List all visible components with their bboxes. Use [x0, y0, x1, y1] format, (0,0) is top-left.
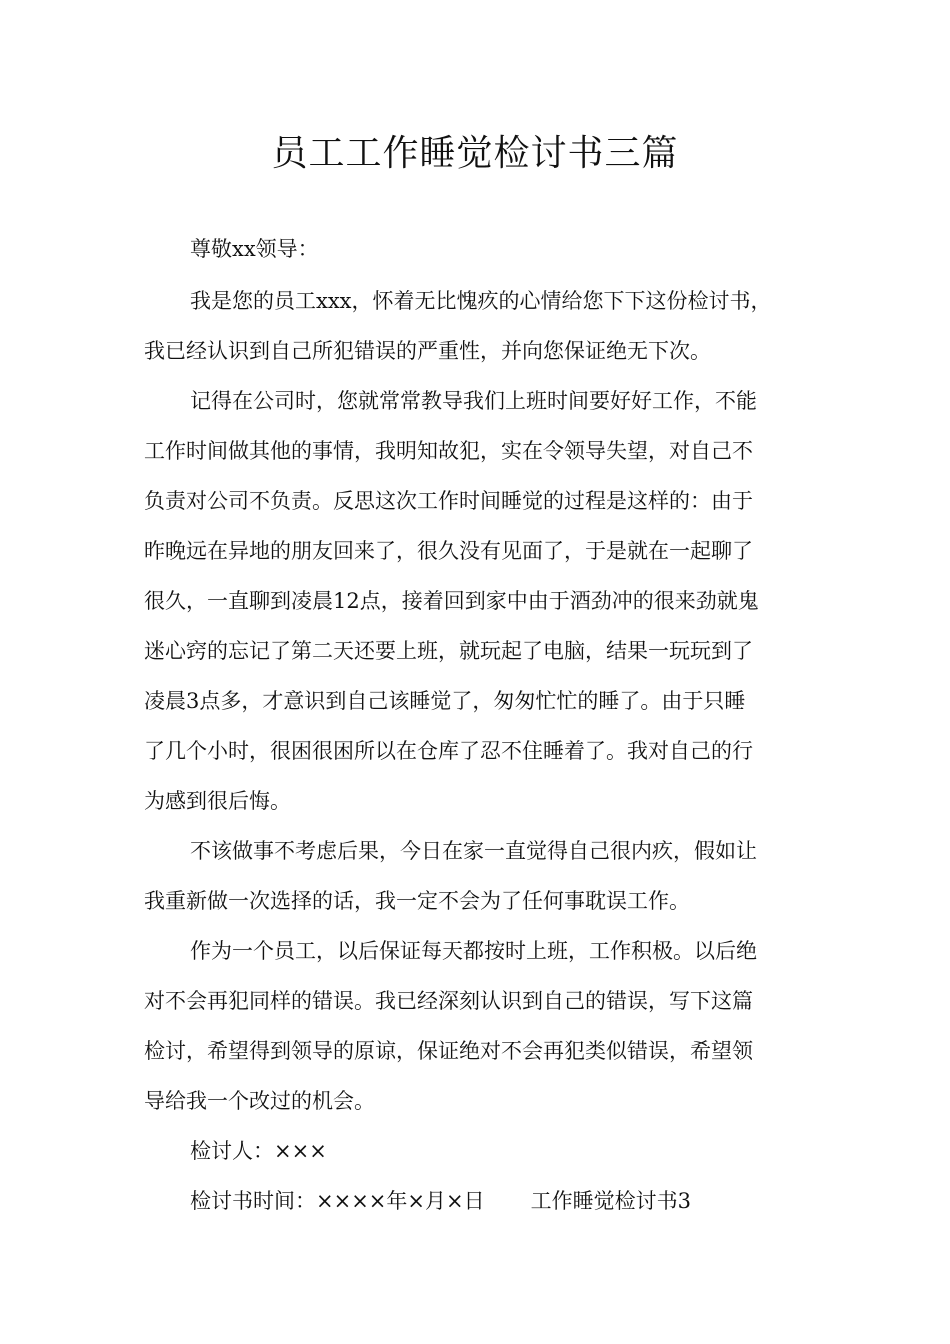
text-line: 我重新做一次选择的话，我一定不会为了任何事耽误工作。	[144, 889, 690, 913]
text-line: 凌晨3点多，才意识到自己该睡觉了，匆匆忙忙的睡了。由于只睡	[144, 689, 746, 713]
text-line: 检讨，希望得到领导的原谅，保证绝对不会再犯类似错误，希望领	[144, 1039, 753, 1063]
text-line: 为感到很后悔。	[144, 789, 291, 813]
signature-line: 检讨人：×××	[190, 1139, 327, 1163]
salutation: 尊敬xx领导：	[190, 237, 319, 261]
text-line: 工作时间做其他的事情，我明知故犯，实在令领导失望，对自己不	[144, 439, 753, 463]
text-line: 记得在公司时，您就常常教导我们上班时间要好好工作，不能	[190, 389, 757, 413]
text-line: 我已经认识到自己所犯错误的严重性，并向您保证绝无下次。	[144, 339, 711, 363]
text-line: 我是您的员工xxx，怀着无比愧疚的心情给您下下这份检讨书，	[190, 289, 772, 313]
date-label: 检讨书时间：××××年×月×日	[190, 1189, 485, 1213]
text-line: 了几个小时，很困很困所以在仓库了忍不住睡着了。我对自己的行	[144, 739, 753, 763]
date-line	[190, 1186, 691, 1216]
text-line: 很久，一直聊到凌晨12点，接着回到家中由于酒劲冲的很来劲就鬼	[144, 589, 759, 613]
text-line: 作为一个员工，以后保证每天都按时上班，工作积极。以后绝	[190, 939, 757, 963]
text-line: 昨晚远在异地的朋友回来了，很久没有见面了，于是就在一起聊了	[144, 539, 753, 563]
document-title: 员工工作睡觉检讨书三篇	[271, 133, 679, 174]
text-line: 对不会再犯同样的错误。我已经深刻认识到自己的错误，写下这篇	[144, 989, 753, 1013]
text-line: 不该做事不考虑后果，今日在家一直觉得自己很内疚，假如让	[190, 839, 757, 863]
text-line: 负责对公司不负责。反思这次工作时间睡觉的过程是这样的：由于	[144, 489, 753, 513]
next-section-title: 工作睡觉检讨书3	[530, 1189, 691, 1213]
text-line: 迷心窍的忘记了第二天还要上班，就玩起了电脑，结果一玩玩到了	[144, 639, 753, 663]
text-line: 导给我一个改过的机会。	[144, 1089, 375, 1113]
